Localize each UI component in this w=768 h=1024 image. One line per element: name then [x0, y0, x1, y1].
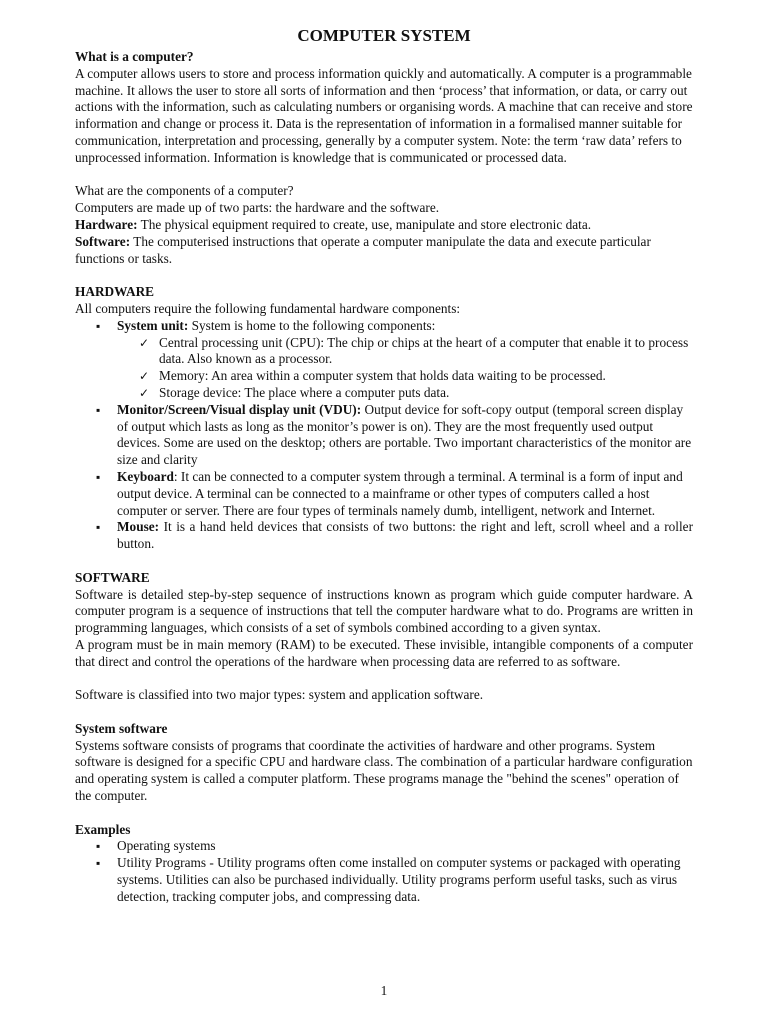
hardware-list: [75, 318, 693, 553]
system-unit-components-list: [117, 335, 693, 402]
hardware-item-text: It is a hand held devices that consists of two buttons: the right and left, scroll wheel and a roller button.: [117, 519, 693, 552]
component-memory: ✓ Memory: An area within a computer system that holds data waiting to be processed.: [159, 368, 693, 385]
document-page: [75, 26, 693, 906]
hardware-item-label: Monitor/Screen/Visual display unit (VDU):: [117, 401, 362, 417]
hardware-item-mouse: [117, 519, 693, 553]
hardware-item-label: Mouse:: [117, 519, 160, 535]
examples-list: [75, 838, 693, 905]
hardware-item-label: Keyboard: [117, 468, 174, 484]
example-item: ▪ Utility Programs - Utility programs often come installed on computer systems or packaged with operating systems. Utilities can also be purchased individually. Utility programs perform useful tasks, such as virus detection, tracking computer jobs, and compressing data.: [117, 855, 693, 905]
component-storage: ✓ Storage device: The place where a computer puts data.: [159, 385, 693, 402]
intro-heading: What is a computer?: [75, 49, 194, 64]
page-title: COMPUTER SYSTEM: [297, 26, 471, 45]
component-cpu: ✓ Central processing unit (CPU): The chip or chips at the heart of a computer that enable it to process data. Also known as a processor.: [159, 335, 693, 369]
example-item: ▪ Operating systems: [117, 838, 693, 855]
hardware-intro: All computers require the following fundamental hardware components:: [75, 300, 461, 316]
software-paragraph-1: Software is detailed step-by-step sequence of instructions known as program which guide computer hardware. A computer program is a sequence of instructions that tell the computer hardware what to do. Programs are written in programming languages, which consists of a set of symbols combined according to a given syntax.: [75, 586, 693, 636]
software-definition-label: Software:: [75, 233, 131, 249]
hardware-item-monitor: [117, 402, 693, 469]
system-software-paragraph: Systems software consists of programs that coordinate the activities of hardware and other programs. System software is designed for a specific CPU and hardware class. The combination of a particular hardware configuration and operating system is called a computer platform. These programs manage the "behind the scenes" operation of the computer.: [75, 737, 693, 804]
hardware-heading: HARDWARE: [75, 284, 155, 300]
software-paragraph-2: A program must be in main memory (RAM) to be executed. These invisible, intangible components of a computer that direct and control the operations of the hardware when processing data are referred to as software.: [75, 636, 693, 669]
page-number: 1: [380, 983, 388, 998]
hardware-item-label: System unit:: [117, 317, 189, 333]
intro-paragraph: A computer allows users to store and process information quickly and automatically. A computer is a programmable machine. It allows the user to store all sorts of information and then ‘process’ that information, or data, or carry out actions with the information, such as calculating numbers or organising words. A machine that can receive and store information and change or process it. Data is the representation of information in a formalised manner suitable for communication, interpretation and processing, generally by a computer system. Note: the term ‘raw data’ refers to unprocessed information. Information is knowledge that is communicated or processed data.: [75, 65, 693, 165]
software-definition-text: The computerised instructions that operate a computer manipulate the data and execute particular functions or tasks.: [75, 233, 651, 266]
hardware-definition-label: Hardware:: [75, 216, 138, 232]
software-heading: SOFTWARE: [75, 569, 150, 585]
hardware-item-text: System is home to the following components:: [188, 317, 436, 333]
hardware-item-text: : It can be connected to a computer system through a terminal. A terminal is a form of input and output device. A terminal can be connected to a mainframe or other types of computers called a host computer or server. There are four types of terminals namely dumb, intelligent, network and Internet.: [117, 468, 683, 518]
software-definition: [75, 234, 693, 268]
hardware-definition-text: The physical equipment required to create, use, manipulate and store electronic data.: [137, 216, 592, 232]
components-question: What are the components of a computer?: [75, 183, 294, 199]
examples-heading: Examples: [75, 821, 131, 837]
components-answer: Computers are made up of two parts: the hardware and the software.: [75, 200, 440, 216]
hardware-definition: [75, 217, 693, 234]
system-software-heading: System software: [75, 720, 168, 736]
hardware-item-text: Output device for soft-copy output (temporal screen display of output which lasts as long as the monitor’s power is on). They are the most frequently used output devices. Some are used on the desktop; others are portable. Two important characteristics of the monitor are size and clarity: [117, 401, 692, 468]
hardware-item-keyboard: [117, 469, 693, 519]
software-paragraph-3: Software is classified into two major types: system and application software.: [75, 687, 484, 703]
hardware-item-system-unit: [117, 318, 693, 402]
